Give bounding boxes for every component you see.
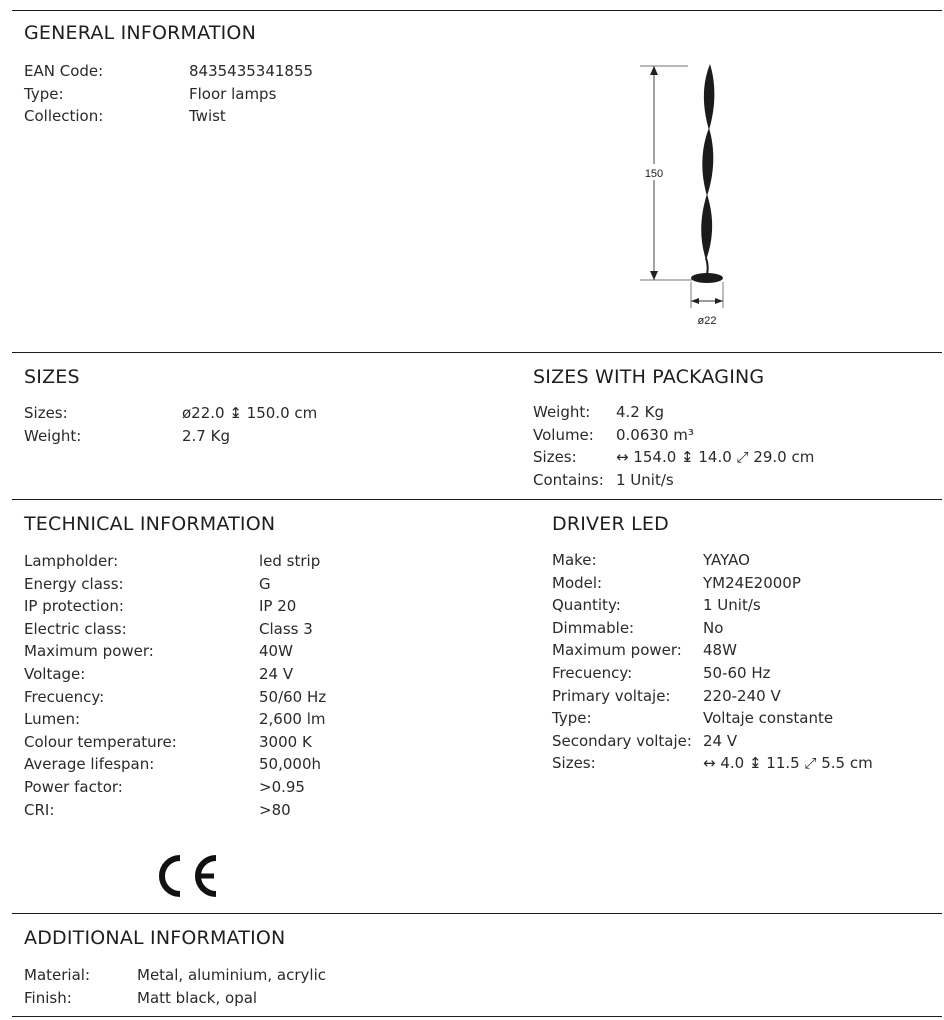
- section-divider: [12, 913, 942, 914]
- technical-information-table: [24, 550, 484, 821]
- tech-row: [24, 708, 484, 731]
- tech-label: Lampholder:: [24, 552, 119, 570]
- sizes-value: 2.7 Kg: [182, 426, 230, 445]
- info-row: [24, 105, 424, 128]
- sizes-row: [24, 425, 464, 448]
- tech-row: [24, 595, 484, 618]
- tech-value: IP 20: [259, 597, 297, 616]
- tech-row: [24, 618, 484, 641]
- driver-value: YM24E2000P: [703, 573, 801, 592]
- info-value: Twist: [189, 107, 226, 126]
- packaging-label: Contains:: [533, 470, 604, 489]
- driver-row: [552, 549, 932, 572]
- tech-row: [24, 663, 484, 686]
- tech-row: [24, 686, 484, 709]
- height-arrow-top: [650, 66, 658, 75]
- packaging-value: 1 Unit/s: [616, 470, 674, 489]
- tech-value: 50,000h: [259, 755, 321, 774]
- tech-label: Colour temperature:: [24, 732, 177, 751]
- info-value: Floor lamps: [189, 84, 277, 103]
- additional-label: Material:: [24, 966, 90, 984]
- packaging-title: SIZES WITH PACKAGING: [533, 366, 765, 388]
- tech-value: 50/60 Hz: [259, 687, 327, 706]
- section-divider: [12, 352, 942, 353]
- driver-row: [552, 707, 932, 730]
- tech-value: 24 V: [259, 664, 294, 683]
- packaging-label: Volume:: [533, 425, 594, 444]
- driver-value: 50-60 Hz: [703, 663, 771, 682]
- tech-row: [24, 573, 484, 596]
- tech-row: [24, 753, 484, 776]
- general-information-table: [24, 60, 424, 128]
- diameter-arrow-left: [691, 298, 699, 304]
- sizes-table: [24, 402, 464, 447]
- additional-value: Metal, aluminium, acrylic: [137, 966, 326, 984]
- driver-label: Frecuency:: [552, 663, 633, 682]
- packaging-row: [533, 469, 933, 492]
- tech-value: Class 3: [259, 619, 313, 638]
- driver-value: Voltaje constante: [703, 709, 834, 728]
- technical-information-title: TECHNICAL INFORMATION: [24, 513, 276, 535]
- tech-row: [24, 776, 484, 799]
- additional-value: Matt black, opal: [137, 988, 258, 1007]
- height-label: 150: [644, 168, 664, 180]
- info-row: [24, 60, 424, 83]
- driver-row: [552, 639, 932, 662]
- tech-value: G: [259, 574, 271, 593]
- driver-label: Sizes:: [552, 754, 596, 773]
- section-divider: [12, 499, 942, 500]
- height-arrow-bottom: [650, 271, 658, 280]
- driver-row: [552, 617, 932, 640]
- sizes-row: [24, 402, 464, 425]
- tech-label: Maximum power:: [24, 642, 154, 661]
- driver-value: 1 Unit/s: [703, 596, 761, 615]
- sizes-value: ø22.0 ↨ 150.0 cm: [182, 404, 318, 422]
- driver-value: No: [703, 618, 724, 637]
- driver-value: 24 V: [703, 731, 738, 750]
- tech-label: IP protection:: [24, 597, 124, 616]
- driver-label: Model:: [552, 573, 603, 592]
- driver-row: [552, 572, 932, 595]
- info-value: 8435435341855: [189, 62, 314, 80]
- driver-label: Secondary voltaje:: [552, 731, 692, 750]
- packaging-row: [533, 401, 933, 424]
- lamp-body: [691, 64, 723, 283]
- driver-label: Quantity:: [552, 596, 621, 615]
- packaging-row: [533, 446, 933, 469]
- info-label: EAN Code:: [24, 62, 104, 80]
- driver-label: Make:: [552, 551, 597, 569]
- diameter-label: ø22: [697, 315, 717, 327]
- driver-value: YAYAO: [703, 551, 750, 569]
- info-label: Type:: [24, 84, 64, 103]
- tech-row: [24, 640, 484, 663]
- driver-row: [552, 752, 932, 775]
- ce-mark-icon: [156, 852, 222, 900]
- tech-row: [24, 731, 484, 754]
- diameter-arrow-right: [715, 298, 723, 304]
- info-row: [24, 83, 424, 106]
- tech-label: CRI:: [24, 800, 55, 819]
- general-information-title: GENERAL INFORMATION: [24, 22, 256, 44]
- tech-value: >0.95: [259, 777, 305, 796]
- driver-row: [552, 730, 932, 753]
- tech-label: Lumen:: [24, 710, 81, 729]
- driver-label: Primary voltaje:: [552, 686, 671, 705]
- sizes-label: Sizes:: [24, 404, 68, 422]
- tech-value: 2,600 lm: [259, 710, 326, 729]
- tech-value: 40W: [259, 642, 293, 661]
- driver-led-title: DRIVER LED: [552, 513, 669, 535]
- packaging-label: Sizes:: [533, 448, 577, 467]
- tech-value: led strip: [259, 552, 321, 570]
- lamp-dimension-drawing: [630, 56, 750, 336]
- tech-label: Power factor:: [24, 777, 123, 796]
- additional-information-title: ADDITIONAL INFORMATION: [24, 927, 286, 949]
- packaging-row: [533, 424, 933, 447]
- tech-label: Energy class:: [24, 574, 124, 593]
- tech-row: [24, 550, 484, 573]
- tech-label: Electric class:: [24, 619, 127, 638]
- sizes-label: Weight:: [24, 426, 82, 445]
- packaging-label: Weight:: [533, 403, 591, 421]
- tech-label: Frecuency:: [24, 687, 105, 706]
- driver-value: ↔ 4.0 ↨ 11.5 ⤢ 5.5 cm: [703, 754, 873, 773]
- additional-information-table: [24, 964, 524, 1009]
- driver-row: [552, 685, 932, 708]
- packaging-value: 4.2 Kg: [616, 403, 664, 421]
- tech-row: [24, 799, 484, 822]
- packaging-value: 0.0630 m³: [616, 425, 694, 444]
- driver-value: 48W: [703, 641, 737, 660]
- tech-label: Average lifespan:: [24, 755, 155, 774]
- tech-value: >80: [259, 800, 291, 819]
- additional-row: [24, 964, 524, 987]
- driver-label: Dimmable:: [552, 618, 635, 637]
- info-label: Collection:: [24, 107, 104, 126]
- driver-label: Maximum power:: [552, 641, 682, 660]
- driver-row: [552, 662, 932, 685]
- packaging-value: ↔ 154.0 ↨ 14.0 ⤢ 29.0 cm: [616, 448, 815, 467]
- lamp-base: [691, 273, 723, 283]
- driver-label: Type:: [552, 709, 592, 728]
- driver-row: [552, 594, 932, 617]
- tech-value: 3000 K: [259, 732, 312, 751]
- additional-row: [24, 987, 524, 1010]
- top-rule: [12, 10, 942, 11]
- bottom-rule: [12, 1016, 942, 1017]
- driver-value: 220-240 V: [703, 686, 781, 705]
- tech-label: Voltage:: [24, 664, 86, 683]
- sizes-title: SIZES: [24, 366, 80, 388]
- packaging-table: [533, 401, 933, 491]
- driver-led-table: [552, 549, 932, 775]
- additional-label: Finish:: [24, 988, 72, 1007]
